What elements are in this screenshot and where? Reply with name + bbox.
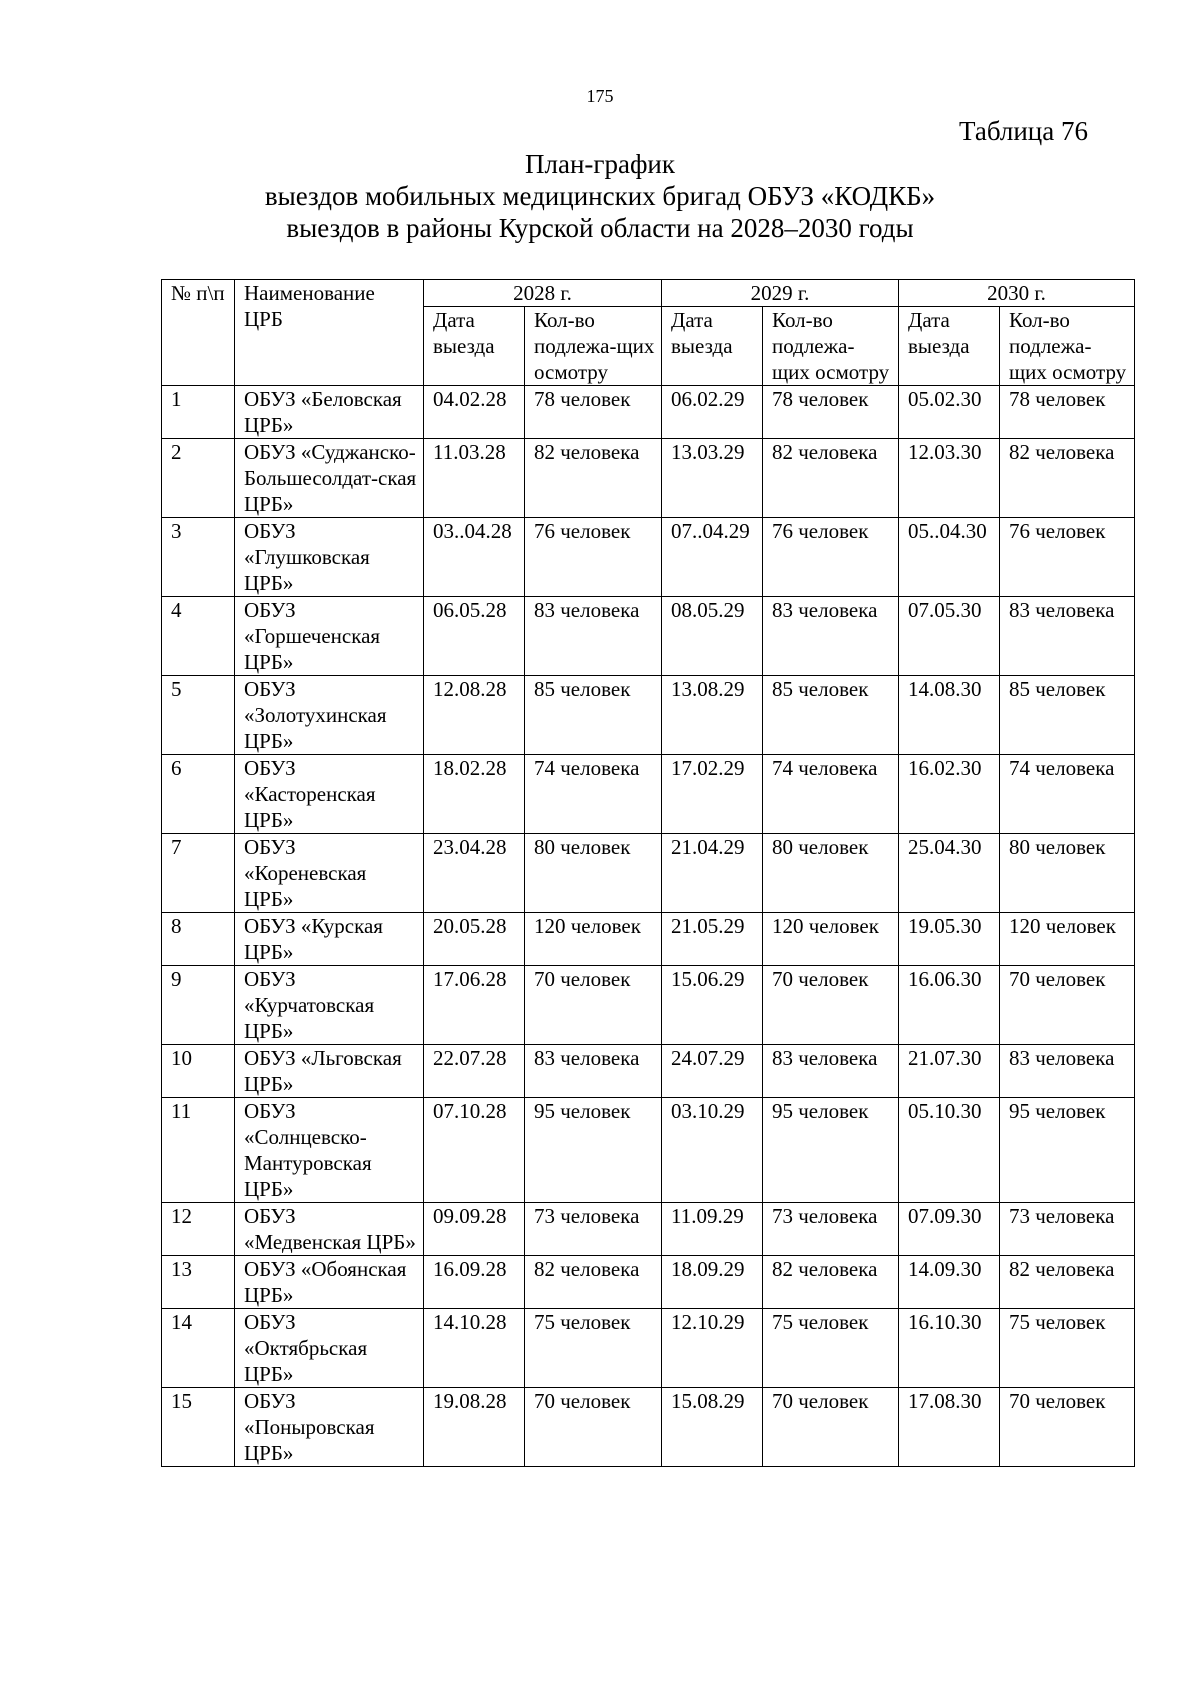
date-2028: 03..04.28 bbox=[424, 518, 525, 597]
count-2029: 75 человек bbox=[763, 1309, 899, 1388]
count-2029: 83 человека bbox=[763, 1045, 899, 1098]
date-2028: 04.02.28 bbox=[424, 386, 525, 439]
hospital-name: ОБУЗ «Золотухинская ЦРБ» bbox=[235, 676, 424, 755]
date-2030: 14.09.30 bbox=[899, 1256, 1000, 1309]
table-row bbox=[162, 834, 1135, 913]
table-row bbox=[162, 518, 1135, 597]
header-date-2029: Дата выезда bbox=[662, 307, 763, 386]
table-row bbox=[162, 1388, 1135, 1467]
count-2029: 95 человек bbox=[763, 1098, 899, 1203]
header-year-2029: 2029 г. bbox=[662, 280, 899, 307]
date-2028: 07.10.28 bbox=[424, 1098, 525, 1203]
date-2029: 13.03.29 bbox=[662, 439, 763, 518]
row-number: 15 bbox=[162, 1388, 235, 1467]
count-2030: 82 человека bbox=[1000, 1256, 1135, 1309]
date-2028: 23.04.28 bbox=[424, 834, 525, 913]
date-2030: 16.06.30 bbox=[899, 966, 1000, 1045]
date-2029: 21.05.29 bbox=[662, 913, 763, 966]
count-2028: 95 человек bbox=[525, 1098, 662, 1203]
table-row bbox=[162, 755, 1135, 834]
date-2028: 09.09.28 bbox=[424, 1203, 525, 1256]
count-2030: 70 человек bbox=[1000, 1388, 1135, 1467]
count-2029: 74 человека bbox=[763, 755, 899, 834]
document-title bbox=[0, 148, 1200, 244]
count-2028: 76 человек bbox=[525, 518, 662, 597]
date-2030: 16.10.30 bbox=[899, 1309, 1000, 1388]
count-2028: 74 человека bbox=[525, 755, 662, 834]
count-2030: 120 человек bbox=[1000, 913, 1135, 966]
row-number: 5 bbox=[162, 676, 235, 755]
hospital-name: ОБУЗ «Суджанско-Большесолдат-ская ЦРБ» bbox=[235, 439, 424, 518]
row-number: 12 bbox=[162, 1203, 235, 1256]
page-number: 175 bbox=[586, 86, 614, 106]
table-row bbox=[162, 1045, 1135, 1098]
title-line-3: выездов в районы Курской области на 2028–2030 годы bbox=[286, 213, 914, 243]
hospital-name: ОБУЗ «Кореневская ЦРБ» bbox=[235, 834, 424, 913]
count-2028: 82 человека bbox=[525, 1256, 662, 1309]
table-row bbox=[162, 1098, 1135, 1203]
header-count-2028: Кол-во подлежа-щих осмотру bbox=[525, 307, 662, 386]
header-count-2029: Кол-во подлежа-щих осмотру bbox=[763, 307, 899, 386]
hospital-name: ОБУЗ «Курская ЦРБ» bbox=[235, 913, 424, 966]
date-2030: 07.05.30 bbox=[899, 597, 1000, 676]
count-2028: 70 человек bbox=[525, 1388, 662, 1467]
count-2030: 75 человек bbox=[1000, 1309, 1135, 1388]
count-2029: 78 человек bbox=[763, 386, 899, 439]
count-2029: 80 человек bbox=[763, 834, 899, 913]
hospital-name: ОБУЗ «Горшеченская ЦРБ» bbox=[235, 597, 424, 676]
date-2030: 16.02.30 bbox=[899, 755, 1000, 834]
row-number: 4 bbox=[162, 597, 235, 676]
hospital-name: ОБУЗ «Обоянская ЦРБ» bbox=[235, 1256, 424, 1309]
table-row bbox=[162, 597, 1135, 676]
title-line-1: План-график bbox=[524, 149, 676, 179]
row-number: 7 bbox=[162, 834, 235, 913]
count-2030: 70 человек bbox=[1000, 966, 1135, 1045]
schedule-table bbox=[161, 279, 1135, 1467]
count-2030: 76 человек bbox=[1000, 518, 1135, 597]
count-2029: 70 человек bbox=[763, 1388, 899, 1467]
date-2029: 11.09.29 bbox=[662, 1203, 763, 1256]
title-line-2: выездов мобильных медицинских бригад ОБУЗ «КОДКБ» bbox=[264, 181, 936, 211]
hospital-name: ОБУЗ «Медвенская ЦРБ» bbox=[235, 1203, 424, 1256]
hospital-name: ОБУЗ «Касторенская ЦРБ» bbox=[235, 755, 424, 834]
count-2030: 80 человек bbox=[1000, 834, 1135, 913]
row-number: 2 bbox=[162, 439, 235, 518]
date-2028: 11.03.28 bbox=[424, 439, 525, 518]
date-2029: 07..04.29 bbox=[662, 518, 763, 597]
date-2028: 20.05.28 bbox=[424, 913, 525, 966]
header-year-2028: 2028 г. bbox=[424, 280, 662, 307]
row-number: 14 bbox=[162, 1309, 235, 1388]
date-2029: 03.10.29 bbox=[662, 1098, 763, 1203]
date-2028: 16.09.28 bbox=[424, 1256, 525, 1309]
date-2029: 15.06.29 bbox=[662, 966, 763, 1045]
count-2029: 82 человека bbox=[763, 439, 899, 518]
date-2028: 18.02.28 bbox=[424, 755, 525, 834]
row-number: 1 bbox=[162, 386, 235, 439]
count-2030: 73 человека bbox=[1000, 1203, 1135, 1256]
hospital-name: ОБУЗ «Глушковская ЦРБ» bbox=[235, 518, 424, 597]
count-2030: 82 человека bbox=[1000, 439, 1135, 518]
table-row bbox=[162, 1309, 1135, 1388]
table-row bbox=[162, 966, 1135, 1045]
count-2028: 83 человека bbox=[525, 597, 662, 676]
header-year-2030: 2030 г. bbox=[899, 280, 1135, 307]
hospital-name: ОБУЗ «Беловская ЦРБ» bbox=[235, 386, 424, 439]
header-row-years bbox=[162, 280, 1135, 307]
table-row bbox=[162, 1203, 1135, 1256]
header-date-2030: Дата выезда bbox=[899, 307, 1000, 386]
table-row bbox=[162, 1256, 1135, 1309]
count-2028: 82 человека bbox=[525, 439, 662, 518]
header-num: № п\п bbox=[162, 280, 235, 386]
count-2028: 70 человек bbox=[525, 966, 662, 1045]
date-2029: 13.08.29 bbox=[662, 676, 763, 755]
count-2030: 83 человека bbox=[1000, 597, 1135, 676]
date-2029: 06.02.29 bbox=[662, 386, 763, 439]
hospital-name: ОБУЗ «Курчатовская ЦРБ» bbox=[235, 966, 424, 1045]
date-2030: 12.03.30 bbox=[899, 439, 1000, 518]
table-row bbox=[162, 676, 1135, 755]
count-2029: 73 человека bbox=[763, 1203, 899, 1256]
row-number: 11 bbox=[162, 1098, 235, 1203]
date-2030: 25.04.30 bbox=[899, 834, 1000, 913]
date-2030: 21.07.30 bbox=[899, 1045, 1000, 1098]
date-2030: 05..04.30 bbox=[899, 518, 1000, 597]
date-2030: 19.05.30 bbox=[899, 913, 1000, 966]
count-2029: 76 человек bbox=[763, 518, 899, 597]
date-2030: 07.09.30 bbox=[899, 1203, 1000, 1256]
date-2028: 06.05.28 bbox=[424, 597, 525, 676]
count-2028: 80 человек bbox=[525, 834, 662, 913]
date-2028: 22.07.28 bbox=[424, 1045, 525, 1098]
count-2030: 95 человек bbox=[1000, 1098, 1135, 1203]
date-2029: 24.07.29 bbox=[662, 1045, 763, 1098]
date-2029: 18.09.29 bbox=[662, 1256, 763, 1309]
date-2028: 12.08.28 bbox=[424, 676, 525, 755]
row-number: 6 bbox=[162, 755, 235, 834]
date-2030: 14.08.30 bbox=[899, 676, 1000, 755]
count-2030: 74 человека bbox=[1000, 755, 1135, 834]
date-2029: 17.02.29 bbox=[662, 755, 763, 834]
row-number: 13 bbox=[162, 1256, 235, 1309]
count-2029: 70 человек bbox=[763, 966, 899, 1045]
date-2028: 19.08.28 bbox=[424, 1388, 525, 1467]
header-count-2030: Кол-во подлежа-щих осмотру bbox=[1000, 307, 1135, 386]
hospital-name: ОБУЗ «Солнцевско-Мантуровская ЦРБ» bbox=[235, 1098, 424, 1203]
count-2028: 73 человека bbox=[525, 1203, 662, 1256]
date-2030: 05.02.30 bbox=[899, 386, 1000, 439]
header-date-2028: Дата выезда bbox=[424, 307, 525, 386]
row-number: 10 bbox=[162, 1045, 235, 1098]
date-2030: 17.08.30 bbox=[899, 1388, 1000, 1467]
count-2028: 75 человек bbox=[525, 1309, 662, 1388]
date-2029: 21.04.29 bbox=[662, 834, 763, 913]
count-2029: 120 человек bbox=[763, 913, 899, 966]
row-number: 9 bbox=[162, 966, 235, 1045]
count-2029: 82 человека bbox=[763, 1256, 899, 1309]
row-number: 8 bbox=[162, 913, 235, 966]
count-2029: 85 человек bbox=[763, 676, 899, 755]
count-2028: 78 человек bbox=[525, 386, 662, 439]
row-number: 3 bbox=[162, 518, 235, 597]
count-2030: 85 человек bbox=[1000, 676, 1135, 755]
table-row bbox=[162, 386, 1135, 439]
header-name: Наименование ЦРБ bbox=[235, 280, 424, 386]
count-2030: 78 человек bbox=[1000, 386, 1135, 439]
date-2030: 05.10.30 bbox=[899, 1098, 1000, 1203]
date-2028: 17.06.28 bbox=[424, 966, 525, 1045]
table-label: Таблица 76 bbox=[959, 116, 1088, 146]
date-2029: 12.10.29 bbox=[662, 1309, 763, 1388]
count-2028: 120 человек bbox=[525, 913, 662, 966]
count-2030: 83 человека bbox=[1000, 1045, 1135, 1098]
date-2029: 08.05.29 bbox=[662, 597, 763, 676]
hospital-name: ОБУЗ «Льговская ЦРБ» bbox=[235, 1045, 424, 1098]
hospital-name: ОБУЗ «Поныровская ЦРБ» bbox=[235, 1388, 424, 1467]
count-2028: 83 человека bbox=[525, 1045, 662, 1098]
table-row bbox=[162, 439, 1135, 518]
date-2028: 14.10.28 bbox=[424, 1309, 525, 1388]
table-row bbox=[162, 913, 1135, 966]
count-2028: 85 человек bbox=[525, 676, 662, 755]
hospital-name: ОБУЗ «Октябрьская ЦРБ» bbox=[235, 1309, 424, 1388]
count-2029: 83 человека bbox=[763, 597, 899, 676]
date-2029: 15.08.29 bbox=[662, 1388, 763, 1467]
